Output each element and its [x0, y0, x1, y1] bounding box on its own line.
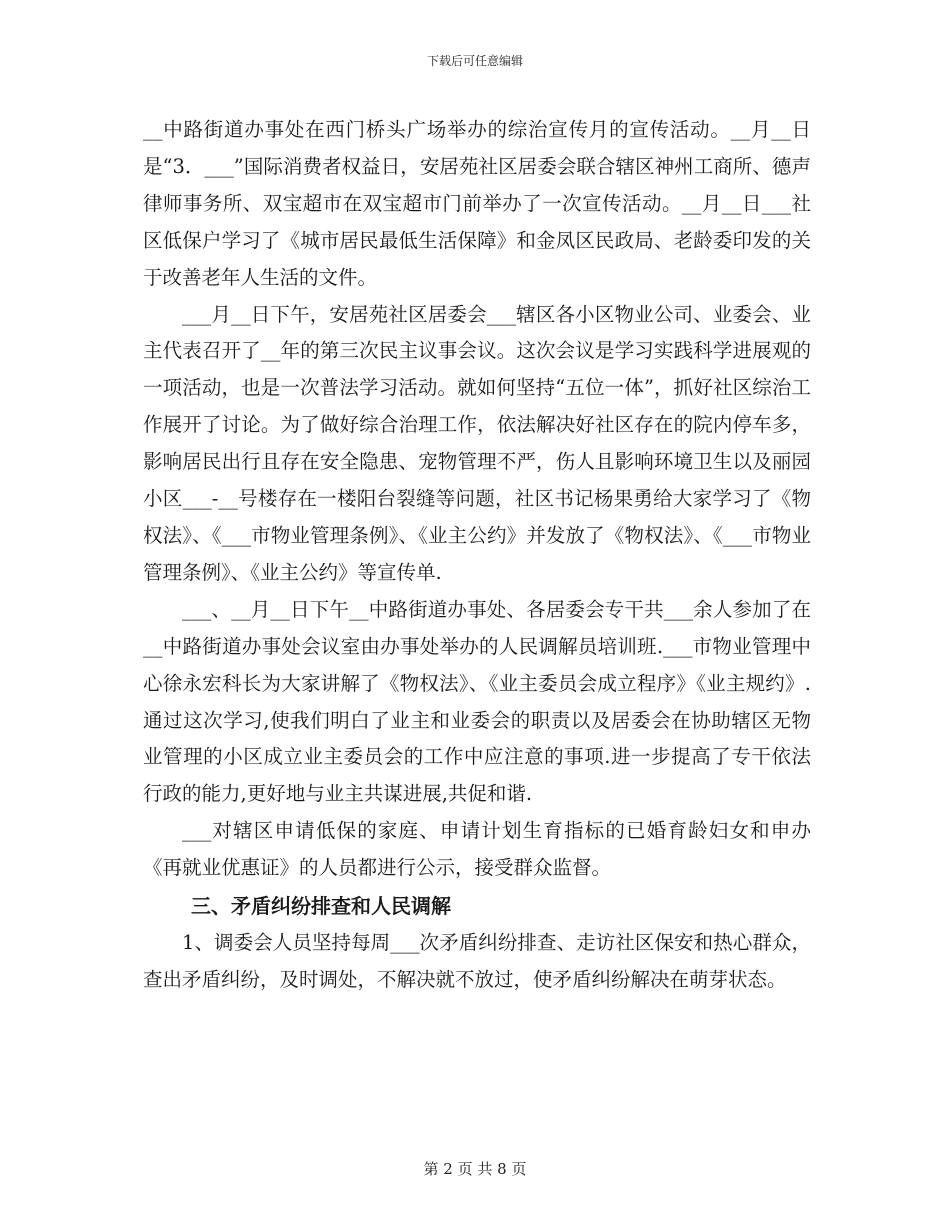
paragraph-4: ___对辖区申请低保的家庭、申请计划生育指标的已婚育龄妇女和申办《再就业优惠证》的人员都进行公示，接受群众监督。 — [143, 819, 811, 880]
page-number: 第 2 页 共 8 页 — [423, 1160, 527, 1178]
section-heading-3: 三、矛盾纠纷排查和人民调解 — [191, 894, 451, 919]
document-body — [143, 112, 811, 999]
paragraph-2: ___月__日下午，安居苑社区居委会___辖区各小区物业公司、业委会、业主代表召开了__年的第三次民主议事会议。这次会议是学习实践科学进展观的一项活动，也是一次普法学习活动。就如何坚持“五位一体”，抓好社区综治工作展开了讨论。为了做好综合治理工作，依法解决好社区存在的院内停车多，影响居民出行且存在安全隐患、宠物管理不严，伤人且影响环境卫生以及丽园小区___-__号楼存在一楼阳台裂缝等问题，社区书记杨果勇给大家学习了《物权法》、《___市物业管理条例》、《业主公约》并发放了《物权法》、《___市物业管理条例》、《业主公约》等宣传单. — [143, 302, 811, 584]
paragraph-3: ___、__月__日下午__中路街道办事处、各居委会专干共___余人参加了在__中路街道办事处会议室由办事处举办的人民调解员培训班.___市物业管理中心徐永宏科长为大家讲解了《物权法》、《业主委员会成立程序》《业主规约》.通过这次学习,使我们明白了业主和业委会的职责以及居委会在协助辖区无物业管理的小区成立业主委员会的工作中应注意的事项.进一步提高了专干依法行政的能力,更好地与业主共谋进展,共促和谐. — [143, 597, 811, 806]
paragraph-5: 1、调委会人员坚持每周___次矛盾纠纷排查、走访社区保安和热心群众，查出矛盾纠纷，及时调处，不解决就不放过，使矛盾纠纷解决在萌芽状态。 — [143, 931, 811, 991]
paragraph-1: __中路街道办事处在西门桥头广场举办的综治宣传月的宣传活动。__月__日是“3．___”国际消费者权益日，安居苑社区居委会联合辖区神州工商所、德声律师事务所、双宝超市在双宝超市门前举办了一次宣传活动。__月__日___社区低保户学习了《城市居民最低生活保障》和金凤区民政局、老龄委印发的关于改善老年人生活的文件。 — [143, 118, 811, 289]
header-note: 下载后可任意编辑 — [426, 54, 523, 68]
